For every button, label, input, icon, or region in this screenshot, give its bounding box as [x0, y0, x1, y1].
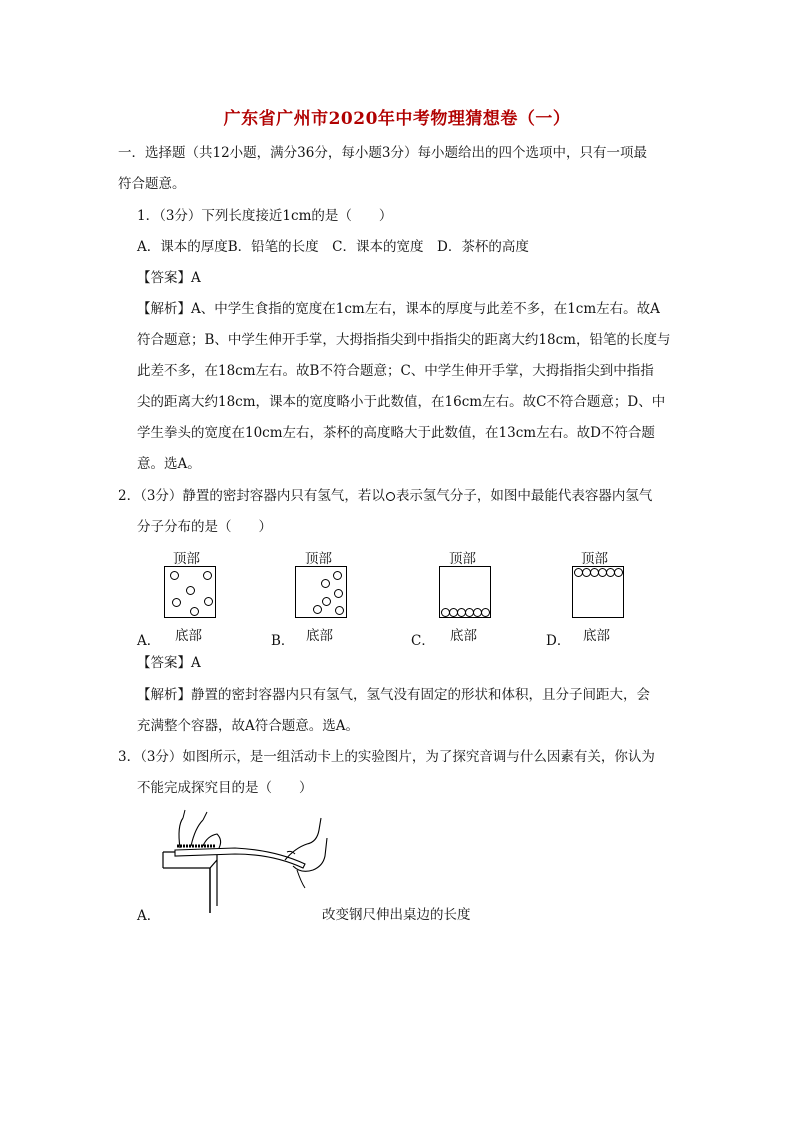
- q2-stem: [118, 486, 652, 506]
- molecule: [614, 568, 623, 577]
- container-b: [295, 566, 347, 618]
- container-a: [164, 566, 216, 618]
- q3-stem-cont: 不能完成探究目的是（ ）: [137, 780, 313, 796]
- q1-options: A．课本的厚度B．铅笔的长度 C．课本的宽度 D．茶杯的高度: [137, 239, 529, 255]
- ruler-experiment-illustration: [155, 808, 335, 918]
- q1-analysis-line: 意。选A。: [137, 456, 201, 472]
- top-label: 顶部: [449, 551, 476, 567]
- top-label: 顶部: [581, 551, 608, 567]
- molecule: [335, 606, 344, 615]
- q3-option-a-caption: 改变钢尺伸出桌边的长度: [322, 907, 471, 923]
- container-d: [572, 566, 624, 618]
- section-heading-cont: 符合题意。: [118, 176, 186, 192]
- q2-analysis-line: 【解析】静置的密封容器内只有氢气，氢气没有固定的形状和体积，且分子间距大，会: [137, 687, 650, 703]
- q3-option-a-label: A．: [137, 908, 161, 924]
- page-title: 广东省广州市2020年中考物理猜想卷（一）: [223, 109, 571, 129]
- q1-analysis-line: 尖的距离大约18cm，课本的宽度略小于此数值，在16cm左右。故C不符合题意；D、中: [137, 394, 666, 410]
- option-b-label: B．: [271, 633, 295, 649]
- q2-stem-cont: 分子分布的是（ ）: [137, 519, 272, 535]
- molecule: [481, 608, 490, 617]
- molecule-symbol-icon: [386, 492, 395, 501]
- q1-analysis-line: 【解析】A、中学生食指的宽度在1cm左右，课本的厚度与此差不多，在1cm左右。故A: [137, 301, 660, 317]
- q2-answer: 【答案】A: [137, 655, 201, 671]
- bottom-label: 底部: [583, 628, 610, 644]
- molecule: [204, 597, 213, 606]
- q2-stem-part2: 表示氢气分子，如图中最能代表容器内氢气: [395, 488, 653, 504]
- q1-stem: 1．（3分）下列长度接近1cm的是（ ）: [137, 208, 393, 224]
- bottom-label: 底部: [306, 628, 333, 644]
- molecule: [334, 589, 343, 598]
- q1-analysis-line: 符合题意；B、中学生伸开手掌，大拇指指尖到中指指尖的距离大约18cm，铅笔的长度与: [137, 332, 671, 348]
- molecule: [190, 607, 199, 616]
- q1-answer: 【答案】A: [137, 270, 201, 286]
- top-label: 顶部: [173, 551, 200, 567]
- molecule: [321, 579, 330, 588]
- q3-stem: 3．（3分）如图所示，是一组活动卡上的实验图片，为了探究音调与什么因素有关，你认为: [118, 749, 655, 765]
- container-c: [439, 566, 491, 618]
- molecule: [313, 605, 322, 614]
- top-label: 顶部: [305, 551, 332, 567]
- section-heading: 一．选择题（共12小题，满分36分，每小题3分）每小题给出的四个选项中，只有一项最: [118, 145, 647, 161]
- molecule: [172, 598, 181, 607]
- q1-analysis-line: 学生拳头的宽度在10cm左右，茶杯的高度略大于此数值，在13cm左右。故D不符合题: [137, 425, 655, 441]
- bottom-label: 底部: [175, 628, 202, 644]
- bottom-label: 底部: [450, 628, 477, 644]
- molecule: [170, 571, 179, 580]
- molecule: [186, 586, 195, 595]
- q2-stem-part1: 2．（3分）静置的密封容器内只有氢气，若以: [118, 488, 385, 504]
- molecule: [333, 571, 342, 580]
- option-d-label: D．: [546, 633, 571, 649]
- molecule: [322, 597, 331, 606]
- molecule: [203, 571, 212, 580]
- option-a-label: A．: [137, 633, 161, 649]
- q2-analysis-line: 充满整个容器，故A符合题意。选A。: [137, 718, 359, 734]
- option-c-label: C．: [411, 633, 435, 649]
- q1-analysis-line: 此差不多，在18cm左右。故B不符合题意；C、中学生伸开手掌，大拇指指尖到中指指: [137, 363, 654, 379]
